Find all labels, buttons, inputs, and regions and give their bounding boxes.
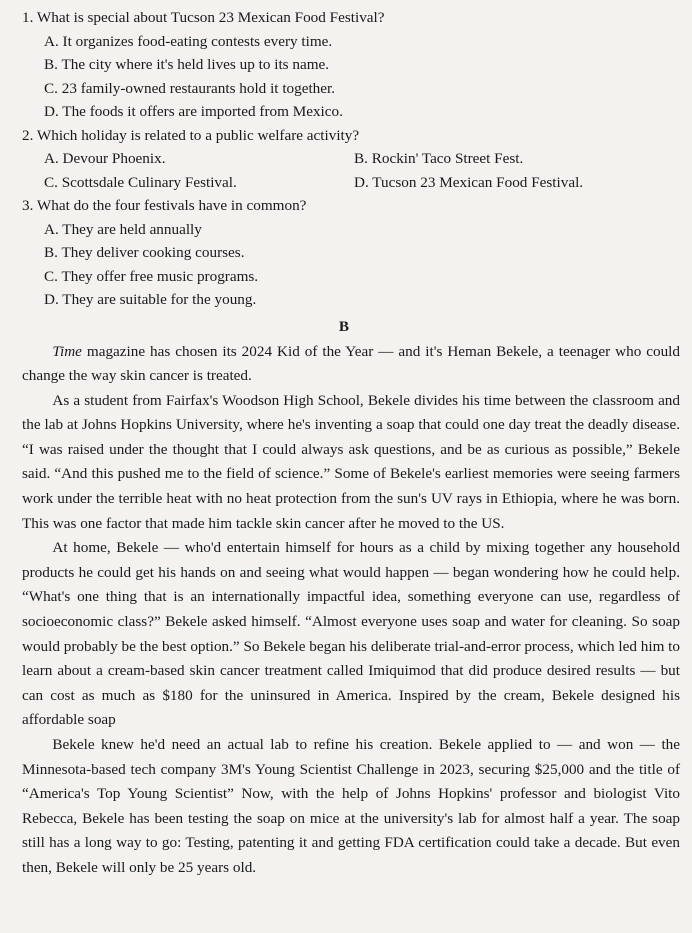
option-b: B. The city where it's held lives up to its name. xyxy=(44,56,330,73)
option-b: B. Rockin' Taco Street Fest. xyxy=(354,150,524,167)
option-d: D. They are suitable for the young. xyxy=(44,291,257,308)
option-a: A. Devour Phoenix. xyxy=(44,150,166,167)
option-c: C. Scottsdale Culinary Festival. xyxy=(44,173,237,191)
option-d: D. The foods it offers are imported from Mexico. xyxy=(44,103,343,120)
option-c: C. They offer free music programs. xyxy=(44,267,259,285)
magazine-title: Time xyxy=(52,342,82,360)
option-a: A. It organizes food-eating contests every time. xyxy=(44,32,333,50)
paragraph-3: At home, Bekele — who'd entertain himself for hours as a child by mixing together any household products he could get his hands on and seeing what would happen — began wondering how he could help. “What's one thing that is an internationally impactful idea, something everyone can use, regardless of socioeconomic class?” Bekele asked himself. “Almost everyone uses soap and water for cleaning. So soap would probably be the best option.” So Bekele began his deliberate trial-and-error process, which led him to learn about a cream-based skin cancer treatment called Imiquimod that did produce desired results — but can cost as much as $180 for the uninsured in America. Inspired by the cream, Bekele designed his affordable soap xyxy=(22,539,680,729)
question-stem: 1. What is special about Tucson 23 Mexican Food Festival? xyxy=(22,9,385,26)
option-row xyxy=(22,171,680,195)
question-stem: 2. Which holiday is related to a public welfare activity? xyxy=(22,126,360,144)
question-3 xyxy=(22,194,680,312)
reading-passage xyxy=(22,340,680,881)
paragraph-4: Bekele knew he'd need an actual lab to refine his creation. Bekele applied to — and won — the Minnesota-based tech company 3M's Young Scientist Challenge in 2023, securing $25,000 and the title of “America's Top Young Scientist” Now, with the help of Johns Hopkins' professor and biologist Vito Rebecca, Bekele has been testing the soap on mice at the university's lab for almost half a year. The soap still has a long way to go: Testing, patenting it and getting FDA certification could take a decade. But even then, Bekele will only be 25 years old. xyxy=(22,736,680,876)
section-heading: B xyxy=(338,317,350,335)
paragraph-1 xyxy=(22,340,680,389)
paragraph-1-text: magazine has chosen its 2024 Kid of the Year — and it's Heman Bekele, a teenager who could change the way skin cancer is treated. xyxy=(22,342,680,385)
question-stem: 3. What do the four festivals have in common? xyxy=(22,197,307,214)
option-d: D. Tucson 23 Mexican Food Festival. xyxy=(354,173,584,191)
option-row xyxy=(22,147,680,171)
question-2 xyxy=(22,124,680,195)
option-c: C. 23 family-owned restaurants hold it together. xyxy=(44,79,336,97)
option-b: B. They deliver cooking courses. xyxy=(44,244,245,261)
question-1 xyxy=(22,6,680,124)
option-a: A. They are held annually xyxy=(44,220,202,238)
paragraph-2: As a student from Fairfax's Woodson High School, Bekele divides his time between the classroom and the lab at Johns Hopkins University, where he's inventing a soap that could one day treat the deadly disease. “I was raised under the thought that I could always ask questions, and be as curious as possible,” Bekele said. “And this pushed me to the field of science.” Some of Bekele's earliest memories were seeing farmers work under the terrible heat with no heat protection from the sun's UV rays in Ethiopia, where he was born. This was one factor that made him tackle skin cancer after he moved to the US. xyxy=(22,391,680,532)
